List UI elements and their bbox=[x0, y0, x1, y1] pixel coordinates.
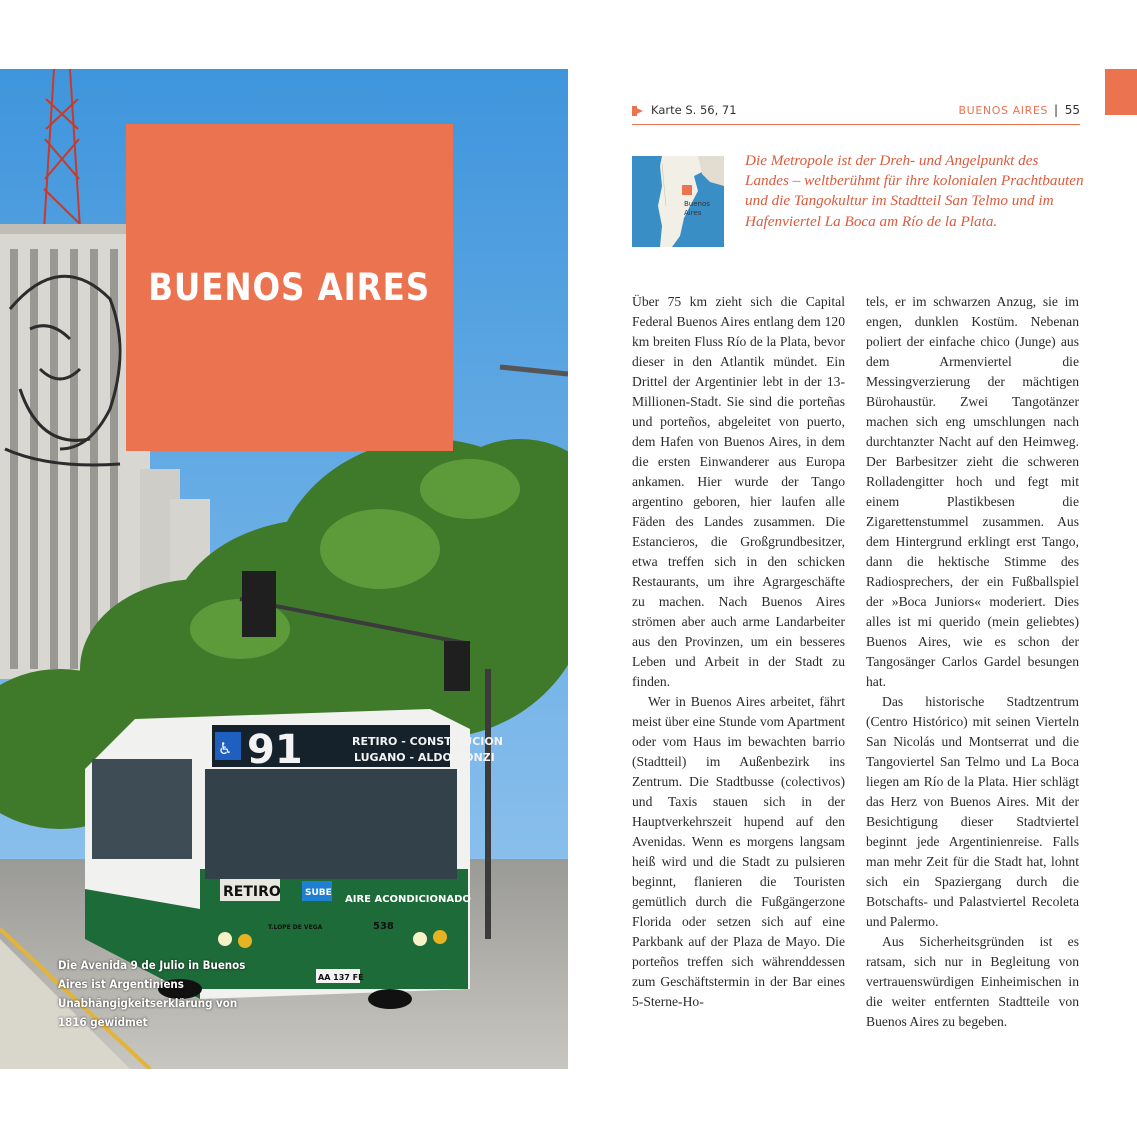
body-paragraph: Über 75 km zieht sich die Capital Federal Buenos Aires entlang dem 120 km breiten Fluss Río de la Plata, bevor dieser in den Atlantik mündet. Ein Drittel der Argentinier lebt in der 13-Millionen-Stadt. Sie sind die porteñas und porteños, abgeleitet von puerto, dem Hafen von Buenos Aires, in dem die ersten Einwanderer aus Europa ankamen. Hier wurde der Tango argentino geboren, hier laufen alle Fäden des Landes zusammen. Die Estancieros, die Großgrundbesitzer, etwa treffen sich in den schicken Restaurants, um ihre Agrargeschäfte zu machen. Nach Buenos Aires strömen aber auch arme Landarbeiter aus den Provinzen, um ein besseres Leben und Arbeit in der Stadt zu finden. bbox=[632, 294, 845, 689]
thumb-tab bbox=[1105, 69, 1137, 115]
bus-card-sign: SUBE bbox=[305, 888, 332, 898]
location-marker bbox=[682, 185, 692, 195]
page-number: 55 bbox=[1064, 103, 1080, 117]
body-column-2 bbox=[866, 292, 1079, 1032]
running-chapter: BUENOS AIRES bbox=[958, 104, 1048, 117]
bus-destination-line1: RETIRO - CONSTITUCION bbox=[352, 735, 503, 748]
header-separator: | bbox=[1053, 103, 1058, 117]
map-arrow-icon bbox=[632, 106, 643, 116]
chapter-title-box bbox=[126, 124, 453, 451]
body-paragraph: Aus Sicherheitsgründen ist es ratsam, sich nur in Begleitung von vertrauenswürdigen Einheimischen in die weiter entfernten Stadtteile von Buenos Aires zu begeben. bbox=[866, 934, 1079, 1029]
body-paragraph: Wer in Buenos Aires arbeitet, fährt meist über eine Stunde vom Apartment oder vom Haus im bewachten barrio (Stadtteil) im Außenbezirk ins Zentrum. Die Stadtbusse (colectivos) und Taxis stauen sich in der Hauptverkehrszeit hupend auf den Avenidas. Wenn es morgens langsam heiß wird und die Stadt zu pulsieren beginnt, flanieren die Touristen gemütlich durch die Fußgängerzone Florida oder setzen sich auf eine Parkbank auf der Plaza de Mayo. Die porteños treffen sich währenddessen zum Geschäftstermin in der Bar eines 5-Sterne-Ho- bbox=[632, 694, 845, 1009]
chapter-title: BUENOS AIRES bbox=[148, 266, 431, 309]
locator-map bbox=[632, 156, 724, 247]
bus-plate: AA 137 FE bbox=[318, 973, 364, 982]
bus-fleet-number: 538 bbox=[373, 921, 394, 932]
running-header bbox=[632, 100, 1080, 125]
map-label-line2: Aires bbox=[684, 209, 702, 217]
body-paragraph: Das historische Stadtzentrum (Centro Histórico) mit seinen Vierteln San Nicolás und Montserrat und die Tangoviertel San Telmo und La Boca liegen am Río de la Plata. Hier schlägt das Herz von Buenos Aires. Mit der Besichtigung dieser Stadtviertel beginnt jede Argentinienreise. Falls man mehr Zeit für die Stadt hat, lohnt sich ein Spaziergang durch die Botschafts- und Palastviertel Recoleta und Palermo. bbox=[866, 694, 1079, 929]
bus-windshield-sign: RETIRO bbox=[223, 884, 281, 900]
bus-operator: T.LOPE DE VEGA bbox=[268, 924, 323, 931]
body-column-1 bbox=[632, 292, 845, 1012]
bus-ac-sign: AIRE ACONDICIONADO bbox=[345, 894, 471, 905]
body-paragraph: tels, er im schwarzen Anzug, sie im engen, dunklen Kostüm. Nebenan poliert der einfache chico (Junge) aus dem Armenviertel die Messingverzierung der mächtigen Bürohaustür. Zwei Tangotänzer machen sich eng umschlungen nach durchtanzter Nacht auf den Heimweg. Der Barbesitzer zieht die schweren Rolladengitter hoch und fegt mit einem Plastikbesen die Zigarettenstummel zusammen. Aus dem Hintergrund erklingt erst Tango, dann die hektische Stimme des Radiosprechers, der ein Fußballspiel der »Boca Juniors« moderiert. Dies alles ist mi querido (mein geliebtes) Buenos Aires, wie es schon der Tangosänger Carlos Gardel besungen hat. bbox=[866, 294, 1079, 689]
wheelchair-icon: ♿ bbox=[218, 739, 233, 758]
bus-destination-line2: LUGANO - ALDO BONZI bbox=[354, 751, 495, 764]
map-reference: Karte S. 56, 71 bbox=[651, 103, 737, 117]
photo-caption: Die Avenida 9 de Julio in Buenos Aires ist Argentiniens Unabhängigkeitserklärung von 1816 gewidmet bbox=[58, 959, 246, 1029]
intro-text: Die Metropole ist der Dreh- und Angelpunkt des Landes – weltberühmt für ihre kolonialen Prachtbauten und die Tangokultur im Stadtteil San Telmo und im Hafenviertel La Boca am Río de la Plata. bbox=[745, 152, 1084, 230]
map-label-line1: Buenos bbox=[684, 200, 710, 208]
bus-route-number: 91 bbox=[247, 727, 303, 773]
